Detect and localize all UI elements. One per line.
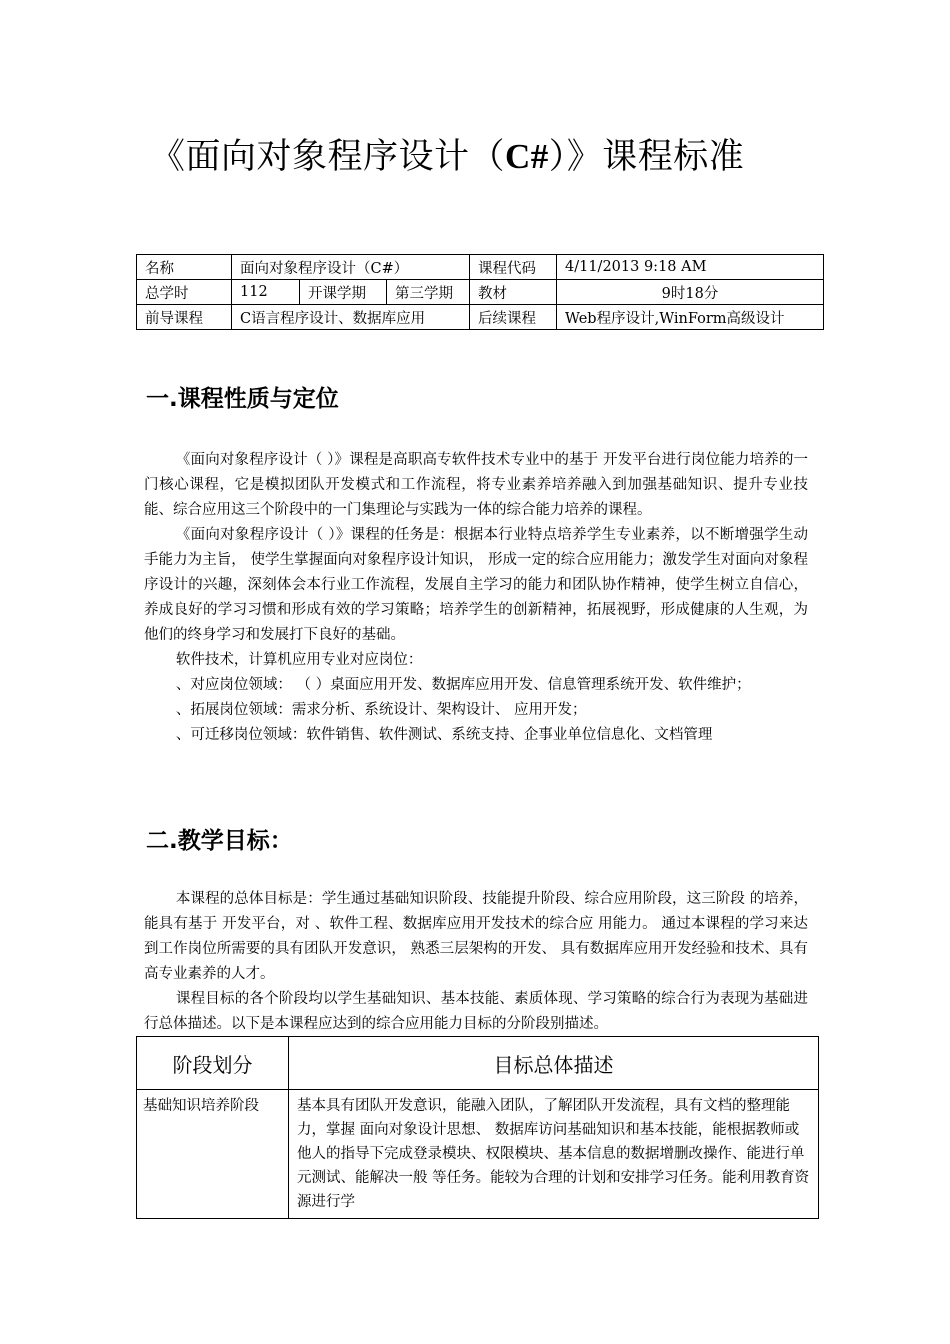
label-name: 名称 xyxy=(137,255,232,280)
hours-value: 112 xyxy=(232,280,300,305)
section-2-heading: 二.教学目标： xyxy=(146,828,293,854)
title-prefix: 《面向对象程序设计（ xyxy=(150,137,506,177)
label-textbook: 教材 xyxy=(470,280,557,305)
follow-up-value: Web程序设计,WinForm高级设计 xyxy=(557,305,824,330)
textbook-value: 9时18分 xyxy=(557,280,824,305)
prerequisite-value: C语言程序设计、数据库应用 xyxy=(232,305,470,330)
course-name: 面向对象程序设计（C#） xyxy=(232,255,470,280)
title-suffix: ）》课程标准 xyxy=(548,137,745,177)
term-value: 第三学期 xyxy=(387,280,470,305)
table-row xyxy=(137,1090,819,1219)
stage-cell: 基础知识培养阶段 xyxy=(137,1090,289,1219)
section-1-paragraph: 《面向对象程序设计（ ）》课程的任务是：根据本行业特点培养学生专业素养，以不断增强学生动手能力为主旨， 使学生掌握面向对象程序设计知识， 形成一定的综合应用能力；激发学生对面向对象程序设计的兴趣，深刻体会本行业工作流程，发展自主学习的能力和团队协作精神，使学生树立自信心，养成良好的学习习惯和形成有效的学习策略；培养学生的创新精神，拓展视野，形成健康的人生观，为他们的终身学习和发展打下良好的基础。 xyxy=(144,527,808,643)
goals-table xyxy=(136,1036,819,1219)
post-item: 、拓展岗位领域：需求分析、系统设计、架构设计、 应用开发； xyxy=(175,702,587,718)
description-cell: 基本具有团队开发意识，能融入团队，了解团队开发流程，具有文档的整理能力，掌握 面向对象设计思想、 数据库访问基础知识和基本技能，能根据教师或他人的指导下完成登录模块、权限模块、基本信息的数据增删改操作、能进行单元测试、能解决一般 等任务。能较为合理的计划和安排学习任务。能利用教育资源进行学 xyxy=(289,1090,819,1219)
label-course-code: 课程代码 xyxy=(470,255,557,280)
course-info-table xyxy=(136,254,824,330)
column-header-description: 目标总体描述 xyxy=(289,1037,819,1090)
post-item: 、对应岗位领域： （ ）桌面应用开发、数据库应用开发、信息管理系统开发、软件维护； xyxy=(175,677,751,693)
section-1-paragraph: 软件技术，计算机应用专业对应岗位： xyxy=(175,652,423,668)
info-row-name xyxy=(137,255,824,280)
course-code-value: 4/11/2013 9:18 AM xyxy=(557,255,824,280)
info-row-hours xyxy=(137,280,824,305)
label-hours: 总学时 xyxy=(137,280,232,305)
section-1-paragraph: 《面向对象程序设计（ ）》课程是高职高专软件技术专业中的基于 开发平台进行岗位能力培养的一门核心课程，它是模拟团队开发模式和工作流程，将专业素养培养融入到加强基础知识、提升专业技能、综合应用这三个阶段中的一门集理论与实践为一体的综合能力培养的课程。 xyxy=(144,452,808,518)
goals-table-header xyxy=(137,1037,819,1090)
section-1-body xyxy=(144,448,808,748)
section-2-body xyxy=(144,887,808,1037)
document-title xyxy=(150,132,870,182)
info-row-courses xyxy=(137,305,824,330)
label-term: 开课学期 xyxy=(300,280,387,305)
label-prerequisite: 前导课程 xyxy=(137,305,232,330)
post-item: 、可迁移岗位领域：软件销售、软件测试、系统支持、企事业单位信息化、文档管理 xyxy=(175,727,713,743)
section-2-paragraph: 课程目标的各个阶段均以学生基础知识、基本技能、素质体现、学习策略的综合行为表现为基础进行总体描述。以下是本课程应达到的综合应用能力目标的分阶段别描述。 xyxy=(144,991,808,1032)
column-header-stage: 阶段划分 xyxy=(137,1037,289,1090)
title-bold: C# xyxy=(505,137,549,176)
label-follow-up: 后续课程 xyxy=(470,305,557,330)
section-1-heading: 一.课程性质与定位 xyxy=(146,386,339,412)
section-2-paragraph: 本课程的总体目标是：学生通过基础知识阶段、技能提升阶段、综合应用阶段，这三阶段 的培养，能具有基于 开发平台，对 、软件工程、数据库应用开发技术的综合应 用能力。 通过本课程的学习来达到工作岗位所需要的具有团队开发意识， 熟悉三层架构的开发、 具有数据库应用开发经验和技术、具有高专业素养的人才。 xyxy=(144,891,808,982)
